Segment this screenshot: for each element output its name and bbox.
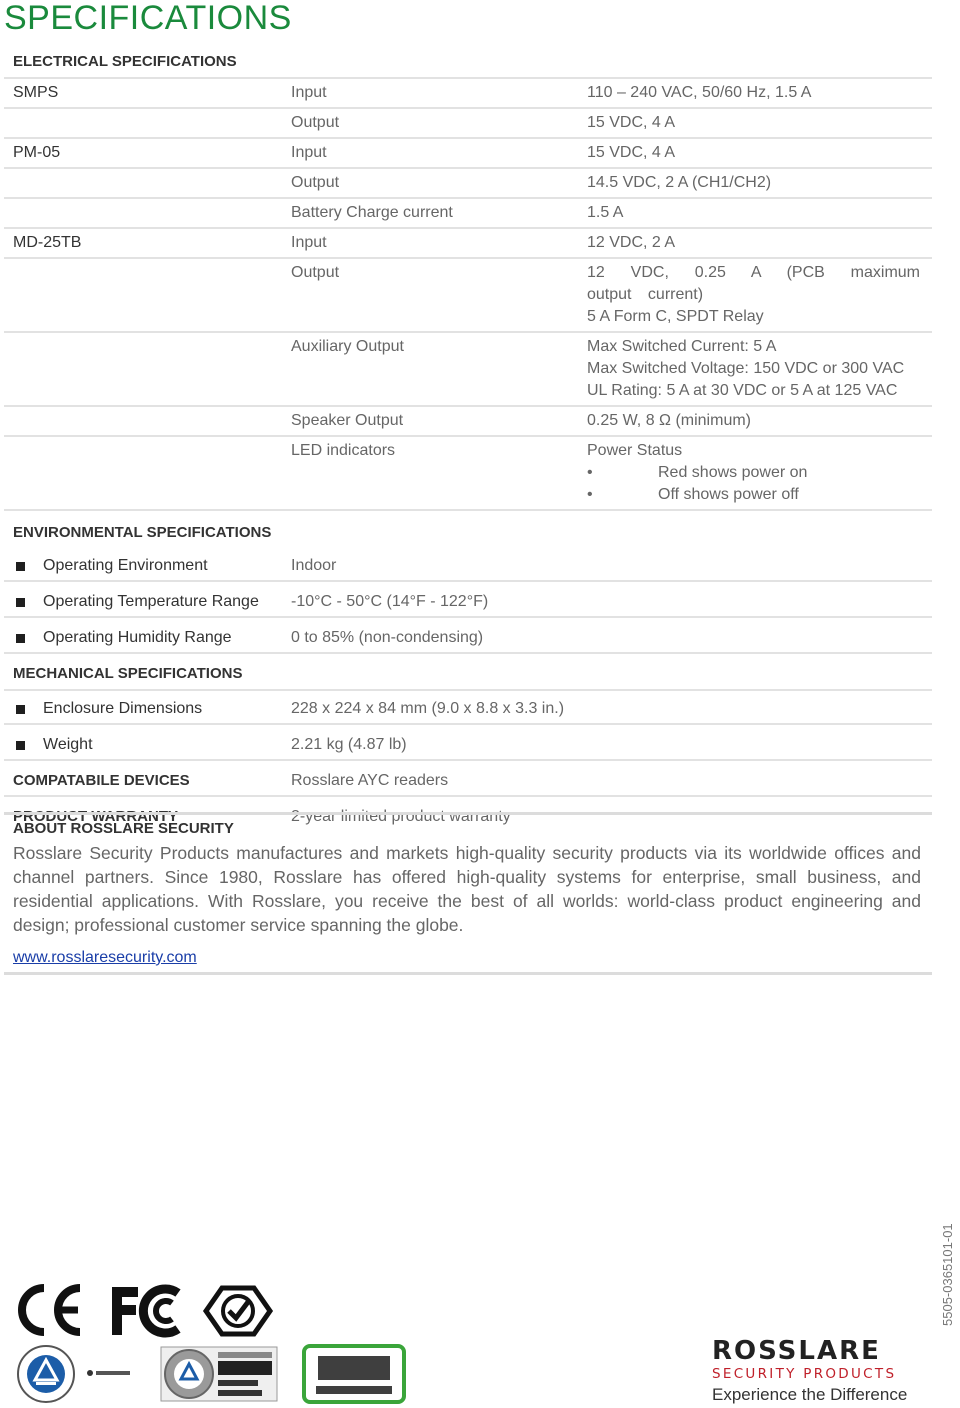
spec-label: Enclosure Dimensions — [43, 700, 203, 717]
tuv-cert-icon — [160, 1346, 278, 1402]
spec-label: Operating Environment — [43, 557, 208, 574]
table-row — [4, 761, 932, 797]
spec-label-cell — [4, 624, 291, 652]
spec-label-cell — [4, 588, 291, 616]
warranty-value: 2-year limited product warranty — [291, 808, 511, 825]
spec-label: Auxiliary Output — [291, 338, 404, 355]
spec-value — [587, 333, 932, 405]
list-item — [587, 462, 920, 484]
section-heading-mechanical — [4, 654, 932, 691]
page-title: SPECIFICATIONS — [4, 0, 292, 37]
table-row — [4, 725, 932, 761]
section-heading-environmental — [4, 517, 932, 548]
bullet-icon: • — [587, 464, 593, 481]
table-row — [4, 582, 932, 618]
device-name — [4, 259, 291, 331]
brand-subtitle: SECURITY PRODUCTS — [712, 1366, 897, 1382]
spec-value: Indoor — [291, 557, 337, 574]
compatible-label: COMPATABILE DEVICES — [13, 772, 190, 789]
square-bullet-icon — [16, 705, 25, 714]
square-bullet-icon — [16, 634, 25, 643]
spec-label: Input — [291, 84, 327, 101]
device-name: PM-05 — [13, 144, 61, 161]
device-name — [4, 109, 291, 137]
spec-value: 228 x 224 x 84 mm (9.0 x 8.8 x 3.3 in.) — [291, 700, 565, 717]
spec-label: Speaker Output — [291, 412, 404, 429]
fcc-mark-icon — [108, 1283, 186, 1339]
spec-value-line: 5 A Form C, SPDT Relay — [587, 308, 764, 325]
spec-value: 15 VDC, 4 A — [587, 114, 676, 131]
warranty-label: PRODUCT WARRANTY — [13, 808, 178, 825]
ce-mark-icon — [14, 1282, 86, 1338]
spec-value-line: Max Switched Voltage: 150 VDC or 300 VAC — [587, 360, 905, 377]
square-bullet-icon — [16, 562, 25, 571]
spec-value — [587, 259, 932, 331]
document-number-container — [940, 1210, 960, 1330]
compatible-value: Rosslare AYC readers — [291, 772, 449, 789]
table-row — [4, 109, 932, 139]
table-row — [4, 618, 932, 654]
spec-label: Operating Temperature Range — [43, 593, 259, 610]
rcm-mark-icon — [202, 1284, 274, 1338]
device-name — [4, 333, 291, 405]
spec-label: Battery Charge current — [291, 204, 453, 221]
device-name — [4, 407, 291, 435]
document-number: 5505-0365101-01 — [940, 1223, 955, 1326]
spec-value: 1.5 A — [587, 204, 624, 221]
rosslare-brand-logo — [712, 1338, 922, 1406]
rohs-compliant-icon — [302, 1344, 406, 1404]
spec-label-cell — [4, 695, 291, 723]
spec-value — [587, 437, 932, 509]
device-name: MD-25TB — [13, 234, 82, 251]
spec-value: 0 to 85% (non-condensing) — [291, 629, 484, 646]
spec-value: 12 VDC, 2 A — [587, 234, 676, 251]
brand-name: ROSSLARE — [712, 1336, 881, 1366]
spec-label: Weight — [43, 736, 93, 753]
table-row — [4, 229, 932, 259]
spec-value-line: 12 VDC, 0.25 A (PCB maximum output current) — [587, 264, 920, 303]
bullet-text: Off shows power off — [658, 486, 799, 503]
device-name — [4, 199, 291, 227]
spec-value-line: UL Rating: 5 A at 30 VDC or 5 A at 125 VAC — [587, 382, 898, 399]
spec-label: LED indicators — [291, 442, 396, 459]
tuv-seal-icon — [16, 1344, 76, 1404]
bullet-icon: • — [587, 486, 593, 503]
spec-label: Output — [291, 174, 340, 191]
spec-value-line: Power Status — [587, 442, 683, 459]
iso-13485-mark-icon — [86, 1366, 132, 1380]
spec-value: 0.25 W, 8 Ω (minimum) — [587, 412, 751, 429]
about-heading: ABOUT ROSSLARE SECURITY — [13, 820, 234, 837]
table-row — [4, 139, 932, 169]
table-row — [4, 199, 932, 229]
electrical-heading: ELECTRICAL SPECIFICATIONS — [13, 53, 237, 70]
table-row — [4, 79, 932, 109]
section-heading-electrical — [4, 46, 932, 79]
bullet-text: Red shows power on — [658, 464, 808, 481]
table-row — [4, 437, 932, 511]
table-row — [4, 548, 932, 582]
about-body: Rosslare Security Products manufactures and markets high-quality security products via its worldwide offices and channel partners. Since 1980, Rosslare has offered high-quality systems for enterprise, small business, and residential applications. With Rosslare, you receive the best of all worlds: world-class product engineering and design; professional customer service spanning the globe. — [13, 843, 921, 935]
table-row — [4, 259, 932, 333]
spec-label: Input — [291, 144, 327, 161]
spec-label: Output — [291, 264, 340, 281]
table-row — [4, 407, 932, 437]
device-name: SMPS — [13, 84, 59, 101]
spec-label: Output — [291, 114, 340, 131]
spec-value: 15 VDC, 4 A — [587, 144, 676, 161]
brand-tagline: Experience the Difference — [712, 1385, 908, 1404]
spec-label-cell — [4, 731, 291, 759]
list-item — [587, 484, 920, 506]
table-row — [4, 169, 932, 199]
mechanical-heading: MECHANICAL SPECIFICATIONS — [13, 665, 243, 682]
spec-value: 110 – 240 VAC, 50/60 Hz, 1.5 A — [587, 84, 812, 101]
table-row — [4, 691, 932, 725]
spec-table — [4, 46, 932, 831]
spec-label: Input — [291, 234, 327, 251]
spec-value: 2.21 kg (4.87 lb) — [291, 736, 407, 753]
spec-label: Operating Humidity Range — [43, 629, 232, 646]
environmental-heading: ENVIRONMENTAL SPECIFICATIONS — [13, 524, 272, 541]
spec-value: 14.5 VDC, 2 A (CH1/CH2) — [587, 174, 772, 191]
spec-value: -10°C - 50°C (14°F - 122°F) — [291, 593, 489, 610]
divider — [4, 972, 932, 975]
device-name — [4, 169, 291, 197]
table-row — [4, 333, 932, 407]
square-bullet-icon — [16, 598, 25, 607]
square-bullet-icon — [16, 741, 25, 750]
website-link[interactable]: www.rosslaresecurity.com — [13, 949, 197, 966]
device-name — [4, 437, 291, 509]
spec-label-cell — [4, 552, 291, 580]
divider — [4, 812, 932, 815]
spec-value-line: Max Switched Current: 5 A — [587, 338, 777, 355]
